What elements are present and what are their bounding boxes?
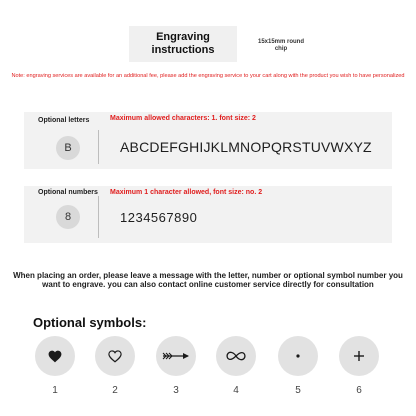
symbol-number-1: 1	[52, 385, 58, 396]
letters-alphabet: ABCDEFGHIJKLMNOPQRSTUVWXYZ	[120, 139, 372, 155]
heart-outline-icon	[108, 350, 122, 363]
numbers-divider	[98, 196, 99, 238]
symbol-option-3	[156, 336, 196, 376]
letters-divider	[98, 130, 99, 164]
title-line-1: Engraving	[156, 31, 210, 43]
symbol-option-1	[35, 336, 75, 376]
symbol-option-2	[95, 336, 135, 376]
numbers-limit-note: Maximum 1 character allowed, font size: no. 2	[110, 189, 263, 196]
numbers-label: Optional numbers	[38, 189, 98, 196]
symbol-option-6	[339, 336, 379, 376]
infinity-icon	[225, 350, 247, 362]
symbol-number-3: 3	[173, 385, 179, 396]
letter-sample-chip: B	[56, 136, 80, 160]
chip-size-label	[250, 39, 312, 53]
order-instructions: When placing an order, please leave a message with the letter, number or optional symbol number you want to engrave. you can also contact online customer service directly for consultation	[13, 271, 403, 289]
plus-icon	[353, 350, 365, 362]
letters-label: Optional letters	[38, 117, 90, 124]
number-sample-chip: 8	[56, 205, 80, 229]
chip-line-1: 15x15mm round	[257, 39, 305, 45]
engraving-fee-note: Note: engraving services are available for an additional fee, please add the engraving service to your cart along with the product you wish to have personalized	[11, 73, 405, 79]
engraving-title	[129, 26, 237, 62]
letters-limit-note: Maximum allowed characters: 1. font size: 2	[110, 115, 256, 122]
symbol-number-4: 4	[233, 385, 239, 396]
heart-filled-icon	[48, 350, 62, 363]
symbols-title: Optional symbols:	[33, 315, 147, 330]
symbol-number-5: 5	[295, 385, 301, 396]
symbol-number-6: 6	[356, 385, 362, 396]
numbers-panel	[24, 186, 392, 243]
numbers-digits: 1234567890	[120, 210, 198, 225]
symbol-option-4	[216, 336, 256, 376]
chip-line-2: chip	[274, 46, 288, 52]
letters-panel	[24, 112, 392, 169]
arrow-icon	[161, 351, 191, 361]
title-line-2: instructions	[151, 44, 215, 56]
symbol-option-5	[278, 336, 318, 376]
symbol-number-2: 2	[112, 385, 118, 396]
dot-icon	[295, 353, 301, 359]
